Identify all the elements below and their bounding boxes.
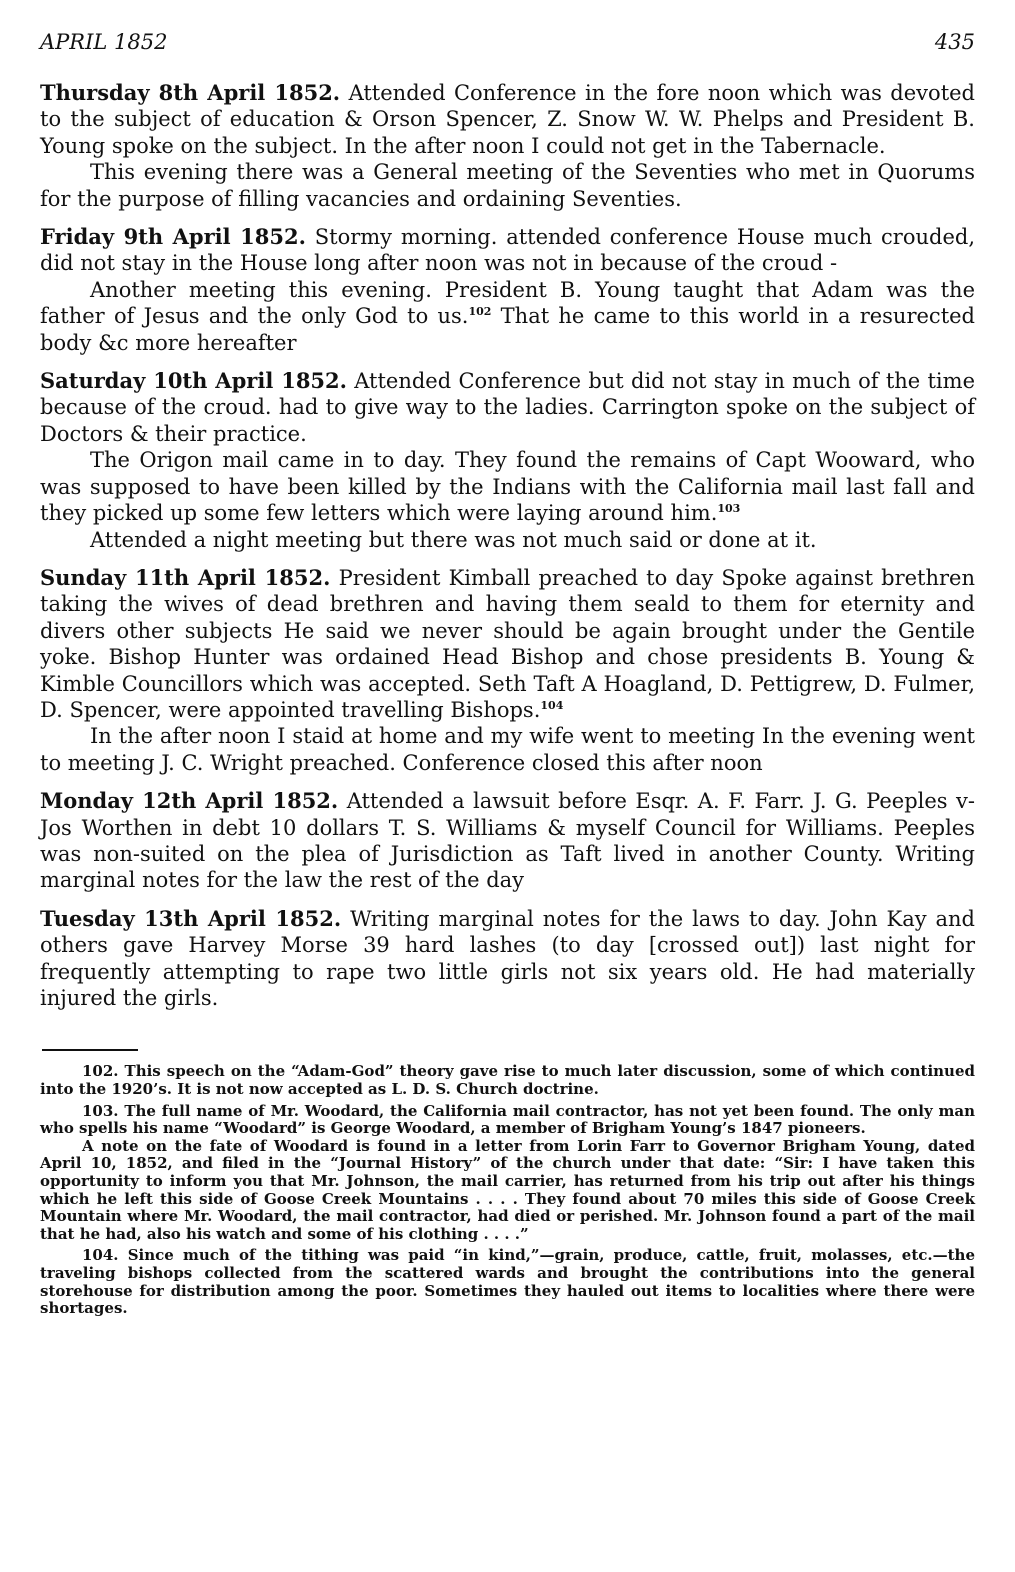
entry-date: Tuesday 13th April 1852.	[40, 905, 342, 931]
footnote-ref-104[interactable]: 104	[540, 698, 564, 712]
entry-text: Attended a lawsuit before Esqr. A. F. Farr. J. G. Peeples v- Jos Worthen in debt 10 dollars T. S. Williams & myself Council for Williams. Peeples was non-suited on the plea of Jurisdiction as Taft lived in another County. Writing marginal notes for the law the rest of the day	[40, 789, 975, 893]
entry-text: The Origon mail came in to day. They found the remains of Capt Wooward, who was supposed to have been killed by the Indians with the California mail last fall and they picked up some few letters which were laying around him.	[40, 448, 975, 526]
entry-paragraph	[40, 906, 975, 1012]
footnote-text: 104. Since much of the tithing was paid “in kind,”—grain, produce, cattle, fruit, molasses, etc.—the traveling bishops collected from the scattered wards and brought the contributions into the general storehouse for distribution among the poor. Sometimes they hauled out items to localities where there were shortages.	[40, 1246, 975, 1318]
footnotes	[40, 1063, 975, 1317]
entry-thursday-8th	[40, 80, 975, 212]
page-number: 435	[934, 30, 975, 54]
entry-tuesday-13th	[40, 906, 975, 1012]
entry-friday-9th	[40, 224, 975, 356]
footnote-102	[40, 1063, 975, 1098]
entry-paragraph: This evening there was a General meeting of the Seventies who met in Quorums for the purpose of filling vacancies and ordaining Seventies.	[40, 160, 975, 211]
diary-entries	[40, 80, 975, 1011]
entry-text: Attended Conference but did not stay in much of the time because of the croud. had to give way to the ladies. Carrington spoke on the subject of Doctors & their practice.	[40, 369, 975, 446]
footnote-ref-103[interactable]: 103	[717, 502, 741, 516]
entry-text: Stormy morning. attended conference House much crouded, did not stay in the House long after noon was not in because of the croud -	[40, 225, 975, 276]
entry-date: Saturday 10th April 1852.	[40, 368, 347, 394]
entry-date: Thursday 8th April 1852.	[40, 80, 341, 105]
running-header	[40, 30, 975, 72]
entry-text: Writing marginal notes for the laws to day. John Kay and others gave Harvey Morse 39 hard lashes (to day [crossed out]) last night for frequently attempting to rape two little girls not six years old. He had materially injured the girls.	[40, 906, 975, 1010]
entry-paragraph	[40, 447, 975, 526]
footnote-text: 102. This speech on the “Adam-God” theory gave rise to much later discussion, some of which continued into the 1920’s. It is not now accepted as L. D. S. Church doctrine.	[40, 1062, 975, 1098]
entry-paragraph	[40, 565, 975, 723]
entry-monday-12th	[40, 788, 975, 894]
entry-paragraph	[40, 277, 975, 356]
footnote-103	[40, 1103, 975, 1244]
entry-paragraph: In the after noon I staid at home and my wife went to meeting In the evening went to meeting J. C. Wright preached. Conference closed this after noon	[40, 724, 975, 775]
entry-sunday-11th	[40, 565, 975, 776]
entry-paragraph: Attended a night meeting but there was not much said or done at it.	[90, 527, 817, 552]
footnote-divider	[42, 1049, 138, 1051]
entry-text: President Kimball preached to day Spoke against brethren taking the wives of dead brethren and having them seald to them for eternity and divers other subjects He said we never should be again brought under the Gentile yoke. Bishop Hunter was ordained Head Bishop and chose presidents B. Young & Kimble Councillors which was accepted. Seth Taft A Hoagland, D. Pettigrew, D. Fulmer, D. Spencer, were appointed travelling Bishops.	[40, 565, 976, 722]
entry-paragraph	[40, 224, 975, 277]
footnote-104	[40, 1247, 975, 1317]
entry-date: Sunday 11th April 1852.	[40, 564, 331, 590]
entry-paragraph	[40, 788, 975, 894]
footnote-ref-102[interactable]: 102	[468, 305, 492, 319]
running-head-title: APRIL 1852	[40, 30, 168, 54]
footnote-text: A note on the fate of Woodard is found in a letter from Lorin Farr to Governor Brigham Young, dated April 10, 1852, and filed in the “Journal History” of the church under that date: “Sir: I have taken this opportunity to inform you that Mr. Johnson, the mail carrier, has returned from his trip out after his things which he left this side of Goose Creek Mountains . . . . They found about 70 miles this side of Goose Creek Mountain where Mr. Woodard, the mail contractor, had died or perished. Mr. Johnson found a part of the mail that he had, also his watch and some of his clothing . . . .”	[40, 1136, 975, 1243]
footnote-text: 103. The full name of Mr. Woodard, the California mail contractor, has not yet been found. The only man who spells his name “Woodard” is George Woodard, a member of Brigham Young’s 1847 pioneers.	[40, 1101, 975, 1138]
entry-date: Monday 12th April 1852.	[40, 788, 339, 814]
entry-saturday-10th	[40, 368, 975, 553]
entry-paragraph	[40, 368, 975, 447]
entry-paragraph	[40, 80, 975, 159]
entry-text: That he came to this world in a resurected body &c more hereafter	[40, 304, 975, 355]
entry-text: Another meeting this evening. President B. Young taught that Adam was the father of Jesus and the only God to us.	[40, 277, 975, 329]
entry-text: Attended Conference in the fore noon which was devoted to the subject of education & Orson Spencer, Z. Snow W. W. Phelps and President B. Young spoke on the subject. In the after noon I could not get in the Tabernacle.	[40, 81, 975, 158]
entry-date: Friday 9th April 1852.	[40, 224, 306, 250]
